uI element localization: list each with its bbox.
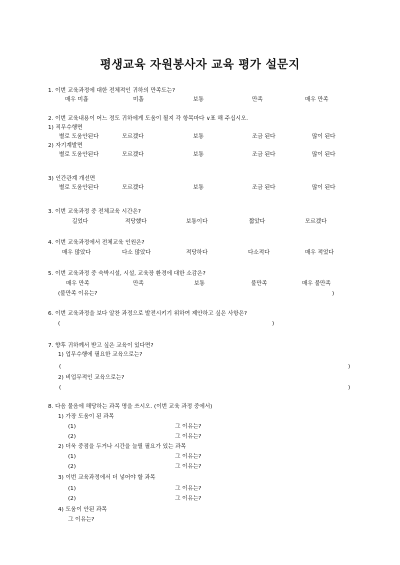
q1-option-1: 매우 미흡	[65, 97, 89, 103]
q2-item1-option-5: 많이 된다	[312, 134, 336, 140]
q8-sub1-n1: (1)	[68, 424, 76, 430]
q2-item-1: 1) 직무수행면	[48, 125, 83, 131]
q3-option-5: 모르겠다	[305, 219, 327, 225]
q8-sub3-why1: 그 이유는?	[175, 486, 202, 492]
q2-item2-option-3: 보통	[193, 152, 204, 158]
q1-option-3: 보통	[193, 97, 204, 103]
question-2: 2. 이번 교육내용이 어느 정도 귀하에게 도움이 될지 각 항목마다 ∨표 해 주십시오.	[48, 116, 249, 122]
question-6: 6. 이번 교육과정을 보다 알찬 과정으로 발전시키기 위하여 제안하고 싶은 사항은?	[48, 311, 248, 317]
q2-item1-option-4: 조금 된다	[252, 134, 276, 140]
q7-sub2-close: )	[348, 385, 351, 391]
q3-option-1: 길었다	[72, 219, 89, 225]
q8-sub3-n2: (2)	[68, 496, 76, 502]
q5-option-3: 보통	[194, 281, 205, 287]
q5-option-5: 매우 불만족	[302, 281, 331, 287]
q2-item3-option-1: 별로 도움안된다	[59, 185, 99, 191]
q8-sub2-why1: 그 이유는?	[175, 454, 202, 460]
q1-option-4: 만족	[252, 97, 263, 103]
question-1: 1. 이번 교육과정에 대한 전체적인 귀하의 만족도는?	[48, 88, 176, 94]
q7-sub-1: 1) 업무수행에 필요한 교육으로는?	[58, 352, 143, 358]
q8-sub2-why2: 그 이유는?	[175, 464, 202, 470]
q3-option-4: 짧았다	[249, 219, 266, 225]
q7-sub2-open: (	[59, 385, 62, 391]
q2-item1-option-3: 보통	[193, 134, 204, 140]
q2-item-2: 2) 자기계발면	[48, 143, 83, 149]
q4-option-3: 적당하다	[186, 250, 208, 256]
q2-item1-option-1: 별로 도움안된다	[59, 134, 99, 140]
q7-sub-2: 2) 비업무적인 교육으로는?	[58, 375, 125, 381]
q2-item3-option-4: 조금 된다	[252, 185, 276, 191]
q8-sub3-why2: 그 이유는?	[175, 496, 202, 502]
q2-item-3: 3) 인간관계 개선면	[48, 176, 96, 182]
q8-sub3-n1: (1)	[68, 486, 76, 492]
q8-sub1-why1: 그 이유는?	[175, 424, 202, 430]
q8-sub1-n2: (2)	[68, 434, 76, 440]
q5-option-4: 불만족	[251, 281, 268, 287]
q8-sub4-why: 그 이유는?	[68, 517, 95, 523]
q6-answer-close: )	[272, 321, 275, 327]
q2-item2-option-2: 모르겠다	[122, 152, 144, 158]
q6-answer-open: (	[58, 321, 61, 327]
q5-option-1: 매우 만족	[66, 281, 90, 287]
q8-sub1-why2: 그 이유는?	[175, 434, 202, 440]
q4-option-4: 다소적다	[248, 250, 270, 256]
q8-sub2-n1: (1)	[68, 454, 76, 460]
q4-option-1: 매우 많았다	[62, 250, 91, 256]
q2-item1-option-2: 모르겠다	[122, 134, 144, 140]
question-7: 7. 향후 귀하께서 받고 싶은 교육이 있다면?	[48, 343, 154, 349]
question-4: 4. 이번 교육과정에서 전체교육 인원은?	[48, 240, 145, 246]
q1-option-5: 매우 만족	[305, 97, 329, 103]
q8-sub-1: 1) 가장 도움이 된 과목	[58, 414, 115, 420]
q3-option-3: 보통이다	[186, 219, 208, 225]
q5-reason-close: )	[332, 291, 335, 297]
q2-item2-option-5: 많이 된다	[312, 152, 336, 158]
question-3: 3. 이번 교육과정 중 전체교육 시간은?	[48, 209, 141, 215]
q8-sub-2: 2) 더욱 중점을 두거나 시간을 늘릴 필요가 있는 과목	[58, 444, 187, 450]
question-5: 5. 이번 교육과정 중 숙박시설, 시설, 교육장 환경에 대한 소감은?	[48, 271, 206, 277]
q3-option-2: 적당했다	[125, 219, 147, 225]
q1-option-2: 미흡	[133, 97, 144, 103]
q2-item3-option-2: 모르겠다	[122, 185, 144, 191]
q7-sub1-close: )	[348, 364, 351, 370]
q5-reason-label: (불만족 이유는?	[58, 291, 98, 297]
q8-sub-4: 4) 도움이 안된 과목	[58, 507, 107, 513]
page-title: 평생교육 자원봉사자 교육 평가 설문지	[100, 57, 300, 71]
q2-item2-option-4: 조금 된다	[252, 152, 276, 158]
q5-option-2: 만족	[133, 281, 144, 287]
q2-item3-option-3: 보통	[193, 185, 204, 191]
question-8: 8. 다음 물음에 해당하는 과목 명을 쓰시오. (이번 교육 과정 중에서)	[48, 404, 213, 410]
q4-option-5: 매우 적었다	[305, 250, 334, 256]
q8-sub-3: 3) 이번 교육과정에서 더 넣어야 할 과목	[58, 475, 156, 481]
q2-item3-option-5: 많이 된다	[312, 185, 336, 191]
q4-option-2: 다소 많았다	[122, 250, 151, 256]
q7-sub1-open: (	[59, 364, 62, 370]
q2-item2-option-1: 별로 도움안된다	[59, 152, 99, 158]
q8-sub2-n2: (2)	[68, 464, 76, 470]
